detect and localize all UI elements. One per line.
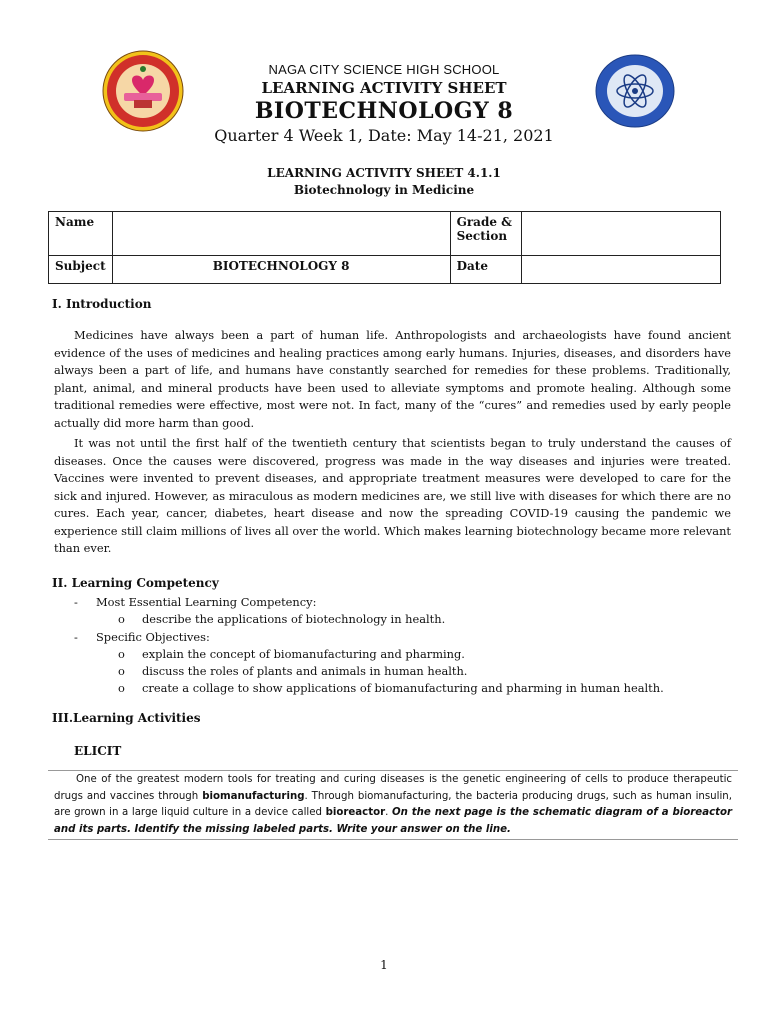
subject-value: BIOTECHNOLOGY 8 <box>112 256 450 284</box>
grade-section-field[interactable] <box>521 212 720 256</box>
page-number: 1 <box>380 958 388 972</box>
melc-item: - Most Essential Learning Competency: <box>74 595 317 609</box>
name-field[interactable] <box>112 212 450 256</box>
subject-label: Subject <box>49 256 113 284</box>
date-field[interactable] <box>521 256 720 284</box>
competency-heading: II. Learning Competency <box>52 576 219 590</box>
student-info-table <box>48 211 721 284</box>
name-label: Name <box>49 212 113 256</box>
quarter-date-line: Quarter 4 Week 1, Date: May 14-21, 2021 <box>214 126 554 145</box>
introduction-paragraph-1: Medicines have always been a part of human life. Anthropologists and archaeologists have found ancient evidence of the uses of medicines and healing practices among early humans. Injuries, diseases, and disorders have always been a part of life, and humans have constantly searched for remedies for these problems. Traditionally, plant, animal, and mineral products have been used to alleviate symptoms and promote healing. Although some traditional remedies were effective, most were not. In fact, many of the “cures” and remedies used by early people actually did more harm than good. <box>54 328 731 430</box>
objective-item: o explain the concept of biomanufacturing and pharming. <box>118 647 465 661</box>
sheet-type: LEARNING ACTIVITY SHEET <box>261 79 507 97</box>
objective-item: o discuss the roles of plants and animals in human health. <box>118 664 468 678</box>
sheet-number: LEARNING ACTIVITY SHEET 4.1.1 <box>267 166 501 180</box>
grade-section-label: Grade & Section <box>450 212 521 256</box>
introduction-paragraph-2: It was not until the first half of the twentieth century that scientists began to truly understand the causes of diseases. Once the causes were discovered, progress was made in the way diseases and injuries were treated. Vaccines were invented to prevent diseases, and appropriate treatment measures were developed to care for the sick and injured. However, as miraculous as modern medicines are, we still live with diseases for which there are no cures. Each year, cancer, diabetes, heart disease and now the spreading COVID-19 causing the pandemic we experience still claim millions of lives all over the world. Which makes learning biotechnology became more relevant than ever. <box>54 436 731 555</box>
date-label: Date <box>450 256 521 284</box>
introduction-heading: I. Introduction <box>52 297 152 311</box>
learning-activities-heading: III.Learning Activities <box>52 711 201 725</box>
elicit-paragraph: One of the greatest modern tools for treating and curing diseases is the genetic engineering of cells to produce therapeutic drugs and vaccines through biomanufacturing. Through biomanufacturing, the bacteria producing drugs, such as human insulin, are grown in a large liquid culture in a device called bioreactor. On the next page is the schematic diagram of a bioreactor and its parts. Identify the missing labeled parts. Write your answer on the line. <box>54 774 732 835</box>
objectives-item: - Specific Objectives: <box>74 630 210 644</box>
melc-sub-item: o describe the applications of biotechnology in health. <box>118 612 446 626</box>
elicit-heading: ELICIT <box>74 744 122 758</box>
document-title: BIOTECHNOLOGY 8 <box>254 98 514 124</box>
school-name: NAGA CITY SCIENCE HIGH SCHOOL <box>268 62 500 77</box>
objective-item: o create a collage to show applications of biomanufacturing and pharming in human health. <box>118 681 664 695</box>
topic-title: Biotechnology in Medicine <box>293 183 475 197</box>
